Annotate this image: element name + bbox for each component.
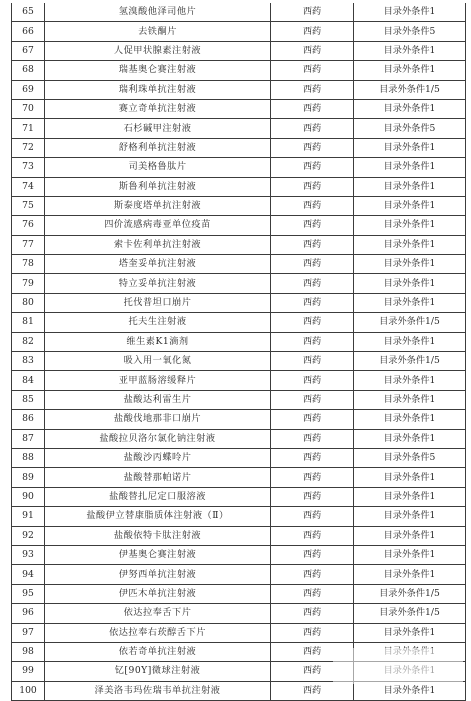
row-number-cell: 79 bbox=[12, 274, 45, 293]
condition-cell: 目录外条件1/5 bbox=[354, 80, 466, 99]
drug-type-cell: 西药 bbox=[271, 255, 354, 274]
row-number-cell: 85 bbox=[12, 390, 45, 409]
row-number-cell: 76 bbox=[12, 216, 45, 235]
table-row bbox=[12, 332, 466, 351]
condition-cell: 目录外条件1 bbox=[354, 99, 466, 118]
drug-type-cell: 西药 bbox=[271, 623, 354, 642]
drug-type-cell: 西药 bbox=[271, 41, 354, 60]
drug-type-cell: 西药 bbox=[271, 196, 354, 215]
drug-type-cell: 西药 bbox=[271, 119, 354, 138]
drug-name-cell: 人促甲状腺素注射液 bbox=[45, 41, 271, 60]
drug-name-cell: 盐酸依特卡肽注射液 bbox=[45, 526, 271, 545]
condition-cell: 目录外条件1 bbox=[354, 681, 466, 700]
table-row bbox=[12, 545, 466, 564]
row-number-cell: 72 bbox=[12, 138, 45, 157]
scan-smudge bbox=[333, 648, 463, 684]
row-number-cell: 93 bbox=[12, 545, 45, 564]
drug-name-cell: 依若奇单抗注射液 bbox=[45, 642, 271, 661]
condition-cell: 目录外条件5 bbox=[354, 22, 466, 41]
table-row bbox=[12, 158, 466, 177]
condition-cell: 目录外条件1 bbox=[354, 235, 466, 254]
drug-name-cell: 瑞基奥仑赛注射液 bbox=[45, 61, 271, 80]
row-number-cell: 96 bbox=[12, 604, 45, 623]
table-row bbox=[12, 468, 466, 487]
drug-name-cell: 舒格利单抗注射液 bbox=[45, 138, 271, 157]
drug-type-cell: 西药 bbox=[271, 487, 354, 506]
row-number-cell: 87 bbox=[12, 429, 45, 448]
drug-type-cell: 西药 bbox=[271, 177, 354, 196]
drug-name-cell: 瑞利珠单抗注射液 bbox=[45, 80, 271, 99]
table-row bbox=[12, 3, 466, 22]
drug-name-cell: 塔奎妥单抗注射液 bbox=[45, 255, 271, 274]
condition-cell: 目录外条件1/5 bbox=[354, 352, 466, 371]
condition-cell: 目录外条件1 bbox=[354, 3, 466, 22]
drug-name-cell: 钇[90Y]微球注射液 bbox=[45, 662, 271, 681]
table-row bbox=[12, 138, 466, 157]
drug-type-cell: 西药 bbox=[271, 410, 354, 429]
drug-type-cell: 西药 bbox=[271, 429, 354, 448]
drug-name-cell: 索卡佐利单抗注射液 bbox=[45, 235, 271, 254]
condition-cell: 目录外条件1 bbox=[354, 565, 466, 584]
table-row bbox=[12, 216, 466, 235]
condition-cell: 目录外条件1 bbox=[354, 371, 466, 390]
drug-name-cell: 四价流感病毒亚单位疫苗 bbox=[45, 216, 271, 235]
row-number-cell: 82 bbox=[12, 332, 45, 351]
row-number-cell: 100 bbox=[12, 681, 45, 700]
condition-cell: 目录外条件1 bbox=[354, 158, 466, 177]
table-row bbox=[12, 177, 466, 196]
drug-name-cell: 伊努西单抗注射液 bbox=[45, 565, 271, 584]
condition-cell: 目录外条件1 bbox=[354, 61, 466, 80]
drug-type-cell: 西药 bbox=[271, 293, 354, 312]
drug-type-cell: 西药 bbox=[271, 99, 354, 118]
drug-type-cell: 西药 bbox=[271, 3, 354, 22]
table-row bbox=[12, 565, 466, 584]
drug-type-cell: 西药 bbox=[271, 158, 354, 177]
row-number-cell: 69 bbox=[12, 80, 45, 99]
condition-cell: 目录外条件1/5 bbox=[354, 313, 466, 332]
drug-name-cell: 依达拉奉舌下片 bbox=[45, 604, 271, 623]
condition-cell: 目录外条件1 bbox=[354, 526, 466, 545]
table-row bbox=[12, 235, 466, 254]
condition-cell: 目录外条件1 bbox=[354, 410, 466, 429]
drug-name-cell: 伊基奥仑赛注射液 bbox=[45, 545, 271, 564]
drug-type-cell: 西药 bbox=[271, 565, 354, 584]
row-number-cell: 83 bbox=[12, 352, 45, 371]
table-row bbox=[12, 604, 466, 623]
condition-cell: 目录外条件1 bbox=[354, 41, 466, 60]
drug-name-cell: 去铁酮片 bbox=[45, 22, 271, 41]
condition-cell: 目录外条件1 bbox=[354, 487, 466, 506]
drug-type-cell: 西药 bbox=[271, 584, 354, 603]
row-number-cell: 66 bbox=[12, 22, 45, 41]
row-number-cell: 90 bbox=[12, 487, 45, 506]
condition-cell: 目录外条件1 bbox=[354, 255, 466, 274]
row-number-cell: 89 bbox=[12, 468, 45, 487]
drug-type-cell: 西药 bbox=[271, 352, 354, 371]
table-row bbox=[12, 487, 466, 506]
table-row bbox=[12, 293, 466, 312]
condition-cell: 目录外条件1 bbox=[354, 429, 466, 448]
drug-type-cell: 西药 bbox=[271, 61, 354, 80]
drug-type-cell: 西药 bbox=[271, 332, 354, 351]
drug-name-cell: 泽美洛韦玛佐瑞韦单抗注射液 bbox=[45, 681, 271, 700]
drug-name-cell: 托夫生注射液 bbox=[45, 313, 271, 332]
table-row bbox=[12, 119, 466, 138]
table-body bbox=[12, 3, 466, 701]
drug-type-cell: 西药 bbox=[271, 371, 354, 390]
table-row bbox=[12, 61, 466, 80]
drug-type-cell: 西药 bbox=[271, 313, 354, 332]
condition-cell: 目录外条件1 bbox=[354, 623, 466, 642]
table-row bbox=[12, 80, 466, 99]
drug-type-cell: 西药 bbox=[271, 235, 354, 254]
row-number-cell: 97 bbox=[12, 623, 45, 642]
drug-name-cell: 盐酸伊立替康脂质体注射液（Ⅱ） bbox=[45, 507, 271, 526]
drug-type-cell: 西药 bbox=[271, 448, 354, 467]
drug-name-cell: 司美格鲁肽片 bbox=[45, 158, 271, 177]
condition-cell: 目录外条件1 bbox=[354, 216, 466, 235]
drug-name-cell: 盐酸达利雷生片 bbox=[45, 390, 271, 409]
condition-cell: 目录外条件1 bbox=[354, 138, 466, 157]
table-row bbox=[12, 196, 466, 215]
row-number-cell: 71 bbox=[12, 119, 45, 138]
drug-type-cell: 西药 bbox=[271, 138, 354, 157]
table-row bbox=[12, 274, 466, 293]
drug-type-cell: 西药 bbox=[271, 274, 354, 293]
drug-name-cell: 斯泰度塔单抗注射液 bbox=[45, 196, 271, 215]
row-number-cell: 77 bbox=[12, 235, 45, 254]
drug-type-cell: 西药 bbox=[271, 642, 354, 661]
table-row bbox=[12, 410, 466, 429]
drug-type-cell: 西药 bbox=[271, 468, 354, 487]
table-row bbox=[12, 526, 466, 545]
row-number-cell: 95 bbox=[12, 584, 45, 603]
condition-cell: 目录外条件1 bbox=[354, 274, 466, 293]
drug-type-cell: 西药 bbox=[271, 507, 354, 526]
row-number-cell: 92 bbox=[12, 526, 45, 545]
drug-name-cell: 盐酸拉贝洛尔氯化钠注射液 bbox=[45, 429, 271, 448]
drug-type-cell: 西药 bbox=[271, 80, 354, 99]
condition-cell: 目录外条件5 bbox=[354, 448, 466, 467]
row-number-cell: 74 bbox=[12, 177, 45, 196]
drug-name-cell: 依达拉奉右莰醇舌下片 bbox=[45, 623, 271, 642]
condition-cell: 目录外条件1 bbox=[354, 507, 466, 526]
condition-cell: 目录外条件1 bbox=[354, 332, 466, 351]
drug-list-table bbox=[11, 3, 466, 701]
row-number-cell: 78 bbox=[12, 255, 45, 274]
row-number-cell: 81 bbox=[12, 313, 45, 332]
table-row bbox=[12, 584, 466, 603]
table-row bbox=[12, 255, 466, 274]
drug-name-cell: 斯鲁利单抗注射液 bbox=[45, 177, 271, 196]
drug-name-cell: 维生素K1滴剂 bbox=[45, 332, 271, 351]
condition-cell: 目录外条件1 bbox=[354, 545, 466, 564]
drug-name-cell: 盐酸伐地那非口崩片 bbox=[45, 410, 271, 429]
table-row bbox=[12, 429, 466, 448]
row-number-cell: 70 bbox=[12, 99, 45, 118]
row-number-cell: 80 bbox=[12, 293, 45, 312]
row-number-cell: 99 bbox=[12, 662, 45, 681]
drug-name-cell: 氢溴酸他泽司他片 bbox=[45, 3, 271, 22]
drug-type-cell: 西药 bbox=[271, 545, 354, 564]
table-row bbox=[12, 41, 466, 60]
table-row bbox=[12, 352, 466, 371]
drug-name-cell: 特立妥单抗注射液 bbox=[45, 274, 271, 293]
table-row bbox=[12, 448, 466, 467]
drug-type-cell: 西药 bbox=[271, 681, 354, 700]
table-row bbox=[12, 507, 466, 526]
condition-cell: 目录外条件1 bbox=[354, 196, 466, 215]
row-number-cell: 86 bbox=[12, 410, 45, 429]
row-number-cell: 91 bbox=[12, 507, 45, 526]
condition-cell: 目录外条件1 bbox=[354, 177, 466, 196]
drug-name-cell: 亚甲蓝肠溶缓释片 bbox=[45, 371, 271, 390]
drug-name-cell: 吸入用一氧化氮 bbox=[45, 352, 271, 371]
drug-name-cell: 托伐普坦口崩片 bbox=[45, 293, 271, 312]
table-row bbox=[12, 313, 466, 332]
drug-type-cell: 西药 bbox=[271, 662, 354, 681]
row-number-cell: 94 bbox=[12, 565, 45, 584]
condition-cell: 目录外条件5 bbox=[354, 119, 466, 138]
condition-cell: 目录外条件1/5 bbox=[354, 584, 466, 603]
table-row bbox=[12, 623, 466, 642]
row-number-cell: 98 bbox=[12, 642, 45, 661]
row-number-cell: 65 bbox=[12, 3, 45, 22]
condition-cell: 目录外条件1 bbox=[354, 468, 466, 487]
condition-cell: 目录外条件1 bbox=[354, 390, 466, 409]
row-number-cell: 84 bbox=[12, 371, 45, 390]
drug-name-cell: 盐酸沙丙蝶呤片 bbox=[45, 448, 271, 467]
table-row bbox=[12, 371, 466, 390]
drug-type-cell: 西药 bbox=[271, 22, 354, 41]
table-row bbox=[12, 99, 466, 118]
drug-name-cell: 盐酸替那帕诺片 bbox=[45, 468, 271, 487]
drug-name-cell: 伊匹木单抗注射液 bbox=[45, 584, 271, 603]
drug-type-cell: 西药 bbox=[271, 390, 354, 409]
drug-type-cell: 西药 bbox=[271, 604, 354, 623]
drug-name-cell: 赛立奇单抗注射液 bbox=[45, 99, 271, 118]
drug-type-cell: 西药 bbox=[271, 526, 354, 545]
condition-cell: 目录外条件1 bbox=[354, 293, 466, 312]
row-number-cell: 75 bbox=[12, 196, 45, 215]
row-number-cell: 88 bbox=[12, 448, 45, 467]
drug-name-cell: 盐酸替扎尼定口服溶液 bbox=[45, 487, 271, 506]
row-number-cell: 67 bbox=[12, 41, 45, 60]
drug-name-cell: 石杉碱甲注射液 bbox=[45, 119, 271, 138]
condition-cell: 目录外条件1/5 bbox=[354, 604, 466, 623]
drug-type-cell: 西药 bbox=[271, 216, 354, 235]
row-number-cell: 73 bbox=[12, 158, 45, 177]
table-row bbox=[12, 390, 466, 409]
row-number-cell: 68 bbox=[12, 61, 45, 80]
table-row bbox=[12, 22, 466, 41]
